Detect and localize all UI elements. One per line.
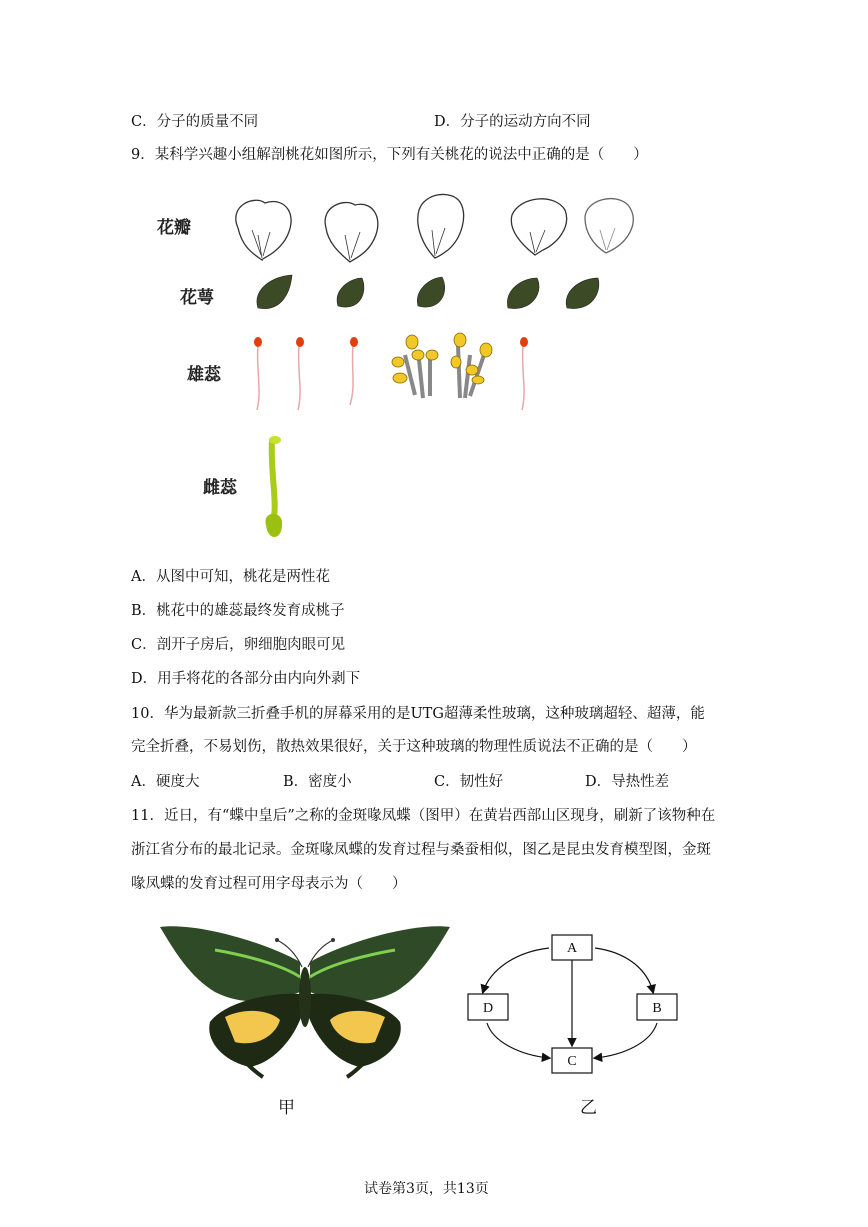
page-footer: 试卷第3页，共13页 bbox=[364, 1181, 489, 1197]
peach-flower-figure bbox=[0, 0, 868, 560]
q11-stem-line1: 11．近日，有“蝶中皇后”之称的金斑喙凤蝶（图甲）在黄岩西部山区现身，刷新了该物种在 bbox=[131, 808, 716, 824]
q10-option-d: D．导热性差 bbox=[585, 774, 670, 790]
development-cycle-diagram bbox=[465, 930, 695, 1080]
stamen-illustration bbox=[254, 333, 528, 410]
q10-stem-line1: 10．华为最新款三折叠手机的屏幕采用的是UTG超薄柔性玻璃，这种玻璃超轻、超薄，能 bbox=[131, 706, 705, 722]
q8-option-d: D．分子的运动方向不同 bbox=[434, 114, 591, 130]
q11-stem-line3: 喙凤蝶的发育过程可用字母表示为（ ） bbox=[131, 876, 407, 892]
q10-option-c: C．韧性好 bbox=[434, 774, 504, 790]
pistil-illustration bbox=[266, 436, 283, 537]
node-a-label: A bbox=[566, 941, 578, 956]
label-stamen: 雄蕊 bbox=[187, 365, 221, 385]
q11-stem-line2: 浙江省分布的最北记录。金斑喙凤蝶的发育过程与桑蚕相似，图乙是昆虫发育模型图，金斑 bbox=[131, 842, 711, 858]
node-c-label: C bbox=[567, 1054, 577, 1069]
q10-stem-line2: 完全折叠，不易划伤，散热效果很好，关于这种玻璃的物理性质说法不正确的是（ ） bbox=[131, 739, 697, 755]
caption-yi: 乙 bbox=[580, 1098, 597, 1118]
q9-option-a: A．从图中可知，桃花是两性花 bbox=[131, 569, 330, 585]
q10-option-a: A．硬度大 bbox=[131, 774, 200, 790]
q8-option-c: C．分子的质量不同 bbox=[131, 114, 259, 130]
q9-option-c: C．剖开子房后，卵细胞肉眼可见 bbox=[131, 637, 346, 653]
q9-option-b: B．桃花中的雄蕊最终发育成桃子 bbox=[131, 603, 345, 619]
label-sepal: 花萼 bbox=[180, 288, 214, 308]
q9-option-d: D．用手将花的各部分由内向外剥下 bbox=[131, 671, 361, 687]
node-d-label: D bbox=[482, 1001, 494, 1016]
label-petal: 花瓣 bbox=[157, 218, 191, 238]
caption-jia: 甲 bbox=[278, 1098, 295, 1118]
q9-stem: 9．某科学兴趣小组解剖桃花如图所示，下列有关桃花的说法中正确的是（ ） bbox=[131, 147, 648, 163]
node-b-label: B bbox=[652, 1001, 662, 1016]
butterfly-image bbox=[155, 922, 455, 1082]
label-pistil: 雌蕊 bbox=[203, 478, 237, 498]
petal-illustration bbox=[236, 194, 633, 262]
q10-option-b: B．密度小 bbox=[283, 774, 352, 790]
sepal-illustration bbox=[257, 275, 599, 309]
